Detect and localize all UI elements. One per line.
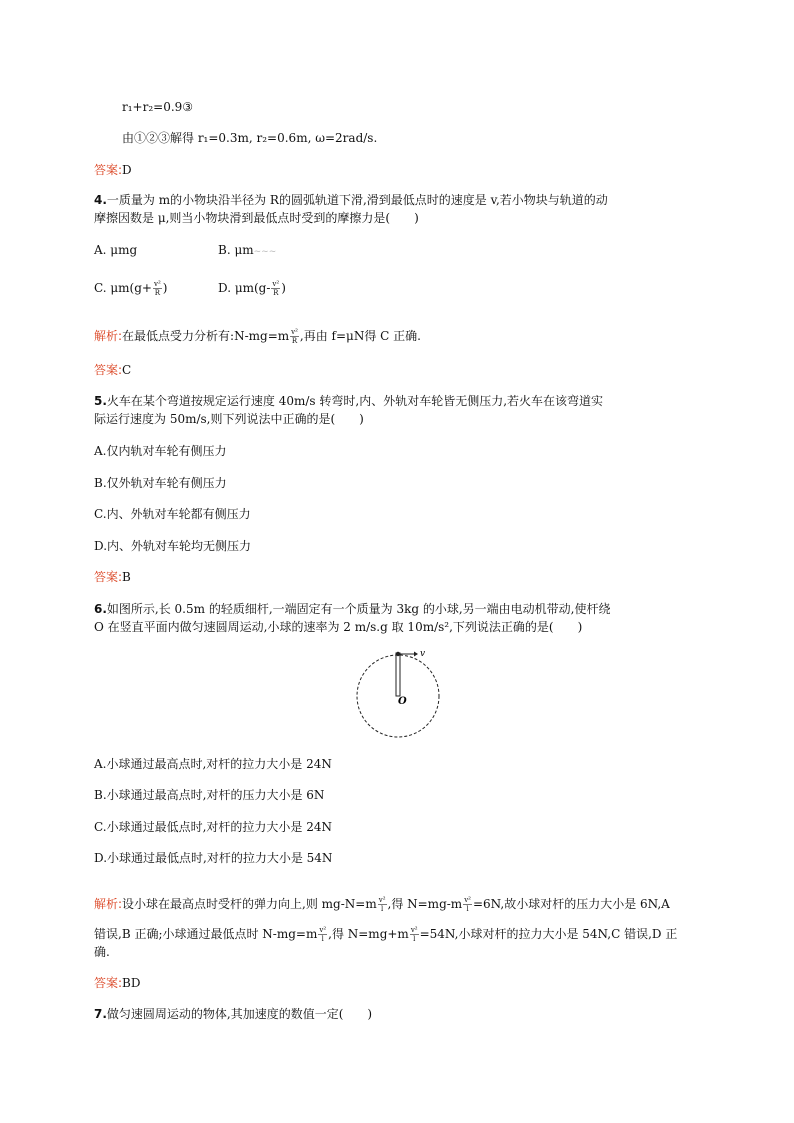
fraction-v2-over-l: $\frac{\text{v²}}{l}$ — [319, 926, 327, 943]
q6-option-d: D.小球通过最低点时,对杆的拉力大小是 54N — [94, 851, 333, 865]
solution-line: 由①②③解得 r₁=0.3m, r₂=0.6m, ω=2rad/s. — [122, 131, 378, 145]
q5-option-a: A.仅内轨对车轮有侧压力 — [94, 444, 227, 458]
eq-line-3: r₁+r₂=0.9③ — [122, 100, 194, 114]
velocity-label: v — [420, 649, 426, 659]
velocity-arrowhead — [414, 652, 418, 657]
q5-option-d: D.内、外轨对车轮均无侧压力 — [94, 539, 252, 553]
q6-analysis-line2: 错误,B 正确;小球通过最低点时 N-mg=m $\frac{\text{v²}}{l}$ ,得 N=mg+m $\frac{\text{v²}}{l}$ =54N,小球对杆的拉力大小是 54N,C 错误,D 正 — [94, 926, 678, 943]
q5-stem-line1: 5.火车在某个弯道按规定运行速度 40m/s 转弯时,内、外轨对车轮皆无侧压力,若火车在该弯道实 — [94, 394, 604, 408]
q5-answer: 答案:B — [94, 570, 131, 584]
q7-stem: 7.做匀速圆周运动的物体,其加速度的数值一定( ) — [94, 1007, 373, 1021]
q4-option-c: C. μm(g+ $\frac{\text{v²}}{R}$ ) — [94, 280, 168, 297]
q5-option-b: B.仅外轨对车轮有侧压力 — [94, 476, 227, 490]
q6-answer: 答案:BD — [94, 976, 141, 990]
center-label: O — [398, 696, 407, 707]
fraction-v2-over-l: $\frac{\text{v²}}{l}$ — [410, 926, 418, 943]
fraction-v2-over-R: $\frac{\text{v²}}{R}$ — [153, 280, 161, 297]
q4-option-b: B. μm~~~ — [218, 243, 277, 257]
q6-option-b: B.小球通过最高点时,对杆的压力大小是 6N — [94, 788, 325, 802]
rod — [396, 653, 400, 696]
q5-option-c: C.内、外轨对车轮都有侧压力 — [94, 507, 251, 521]
fraction-v2-over-l: $\frac{\text{v²}}{l}$ — [464, 896, 471, 913]
fraction-v2-over-R: $\frac{\text{v²}}{R}$ — [291, 328, 298, 345]
q4-option-a: A. μmg — [94, 243, 138, 257]
fraction-v2-over-l: $\frac{\text{v²}}{l}$ — [378, 896, 386, 913]
q6-analysis-line3: 确. — [94, 945, 110, 959]
q6-stem-line2: O 在竖直平面内做匀速圆周运动,小球的速率为 2 m/s.g 取 10m/s²,下列说法正确的是( ) — [94, 620, 583, 634]
q4-stem-line1: 4.一质量为 m的小物块沿半径为 R的圆弧轨道下滑,滑到最低点时的速度是 v,若小物块与轨道的动 — [94, 193, 608, 207]
q4-answer: 答案:C — [94, 363, 132, 377]
q6-analysis-line1: 解析:设小球在最高点时受杆的弹力向上,则 mg-N=m $\frac{\text{v²}}{l}$ ,得 N=mg-m $\frac{\text{v²}}{l}$ =6N,故小球对杆的压力大小是 6N,A — [94, 896, 670, 913]
q3-answer: 答案:D — [94, 163, 132, 177]
q4-stem-line2: 摩擦因数是 μ,则当小物块滑到最低点时受到的摩擦力是( ) — [94, 211, 419, 225]
q6-option-a: A.小球通过最高点时,对杆的拉力大小是 24N — [94, 757, 332, 771]
q6-stem-line1: 6.如图所示,长 0.5m 的轻质细杆,一端固定有一个质量为 3kg 的小球,另一端由电动机带动,使杆绕 — [94, 602, 611, 616]
circular-motion-figure — [352, 645, 452, 745]
q4-option-d: D. μm(g- $\frac{\text{v²}}{R}$ ) — [218, 280, 286, 297]
q6-option-c: C.小球通过最低点时,对杆的拉力大小是 24N — [94, 820, 332, 834]
q4-analysis: 解析:在最低点受力分析有:N-mg=m $\frac{\text{v²}}{R}$ ,再由 f=μN得 C 正确. — [94, 328, 421, 345]
fraction-v2-over-R: $\frac{\text{v²}}{R}$ — [272, 280, 280, 297]
q5-stem-line2: 际运行速度为 50m/s,则下列说法中正确的是( ) — [94, 412, 364, 426]
